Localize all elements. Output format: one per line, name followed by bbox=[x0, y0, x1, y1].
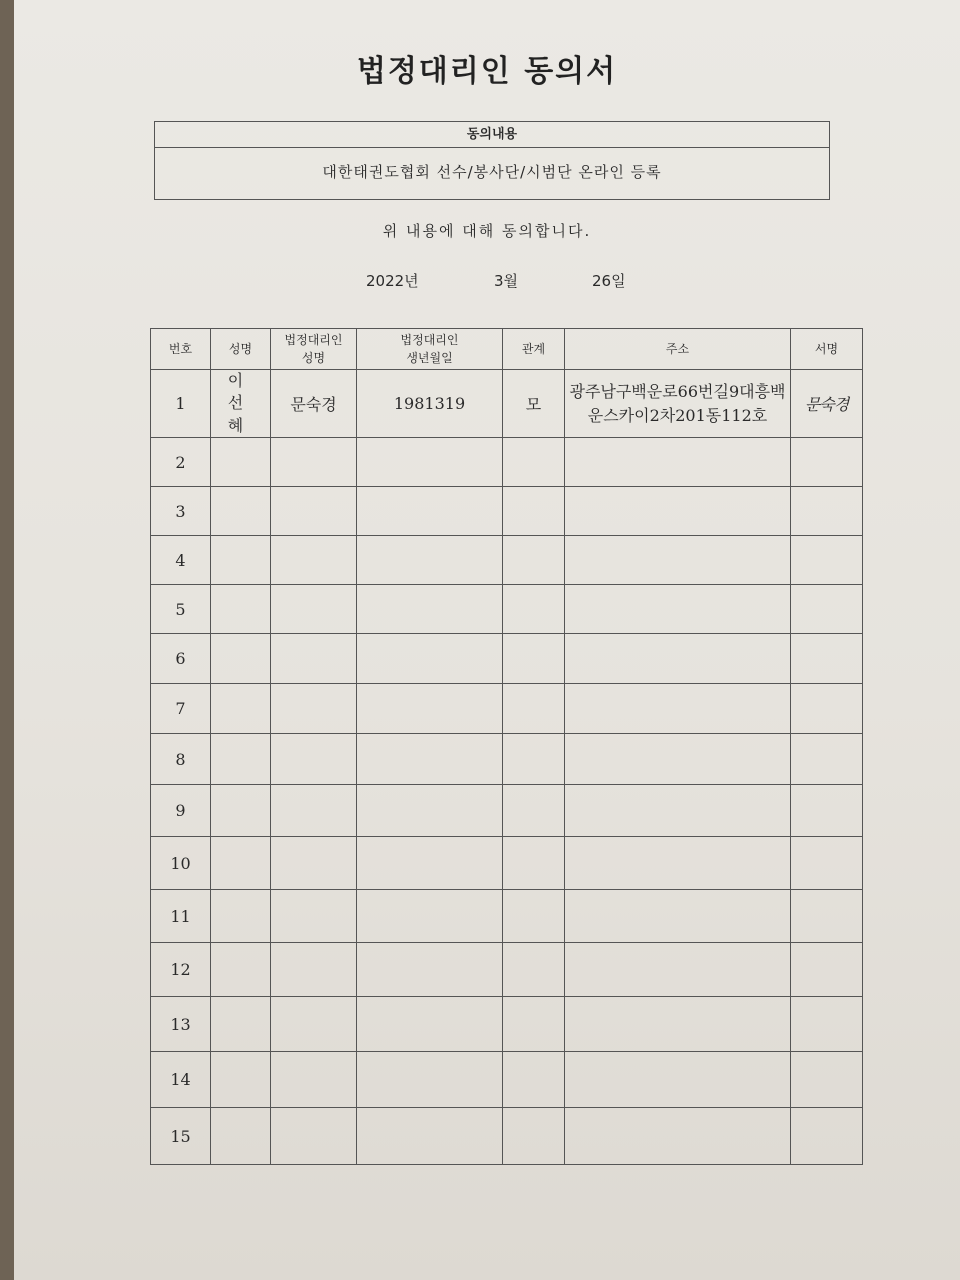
table-row bbox=[151, 634, 863, 684]
header-guardian-birth-line2: 생년월일 bbox=[406, 351, 453, 365]
table-row bbox=[151, 997, 863, 1052]
header-address: 주소 bbox=[565, 329, 791, 370]
header-guardian-name-line2: 성명 bbox=[301, 351, 326, 365]
consent-box bbox=[154, 121, 830, 200]
header-guardian-name bbox=[271, 329, 357, 370]
table-row bbox=[151, 837, 863, 890]
table-row bbox=[151, 684, 863, 734]
row-number: 14 bbox=[151, 1052, 211, 1108]
header-name: 성명 bbox=[211, 329, 271, 370]
signature: 문숙경 bbox=[791, 370, 863, 438]
table-header-row bbox=[151, 329, 863, 370]
row-number: 5 bbox=[151, 585, 211, 634]
table-row bbox=[151, 370, 863, 438]
table-row bbox=[151, 585, 863, 634]
student-name: 이 선 혜 bbox=[211, 370, 271, 438]
table-row bbox=[151, 536, 863, 585]
agreement-statement: 위 내용에 대해 동의합니다. bbox=[382, 222, 592, 240]
table-row bbox=[151, 785, 863, 837]
date-year: 2022년 bbox=[366, 272, 419, 290]
table-row bbox=[151, 734, 863, 785]
consent-body: 대한태권도협회 선수/봉사단/시범단 온라인 등록 bbox=[322, 163, 662, 181]
table-row bbox=[151, 487, 863, 536]
row-number: 4 bbox=[151, 536, 211, 585]
document-page bbox=[14, 0, 960, 1280]
address: 광주남구백운로66번길9대흥백운스카이2차201동112호 bbox=[565, 370, 791, 438]
guardian-name: 문숙경 bbox=[271, 370, 357, 438]
row-number: 13 bbox=[151, 997, 211, 1052]
row-number: 12 bbox=[151, 943, 211, 997]
header-guardian-birth-line1: 법정대리인 bbox=[400, 333, 459, 347]
row-number: 11 bbox=[151, 890, 211, 943]
row-number: 9 bbox=[151, 785, 211, 837]
row-number: 10 bbox=[151, 837, 211, 890]
row-number: 1 bbox=[151, 370, 211, 438]
date-month: 3월 bbox=[494, 272, 519, 290]
table-row bbox=[151, 1108, 863, 1165]
row-number: 2 bbox=[151, 438, 211, 487]
header-signature: 서명 bbox=[791, 329, 863, 370]
header-no: 번호 bbox=[151, 329, 211, 370]
date-day: 26일 bbox=[592, 272, 626, 290]
row-number: 6 bbox=[151, 634, 211, 684]
row-number: 8 bbox=[151, 734, 211, 785]
header-guardian-birth bbox=[357, 329, 503, 370]
guardian-table bbox=[150, 328, 863, 1165]
guardian-birthdate: 1981319 bbox=[357, 370, 503, 438]
row-number: 7 bbox=[151, 684, 211, 734]
table-row bbox=[151, 890, 863, 943]
relation: 모 bbox=[503, 370, 565, 438]
header-relation: 관계 bbox=[503, 329, 565, 370]
row-number: 3 bbox=[151, 487, 211, 536]
row-number: 15 bbox=[151, 1108, 211, 1165]
table-row bbox=[151, 1052, 863, 1108]
consent-header: 동의내용 bbox=[155, 122, 829, 148]
header-guardian-name-line1: 법정대리인 bbox=[284, 333, 343, 347]
table-row bbox=[151, 438, 863, 487]
document-title: 법정대리인 동의서 bbox=[356, 54, 618, 89]
table-row bbox=[151, 943, 863, 997]
